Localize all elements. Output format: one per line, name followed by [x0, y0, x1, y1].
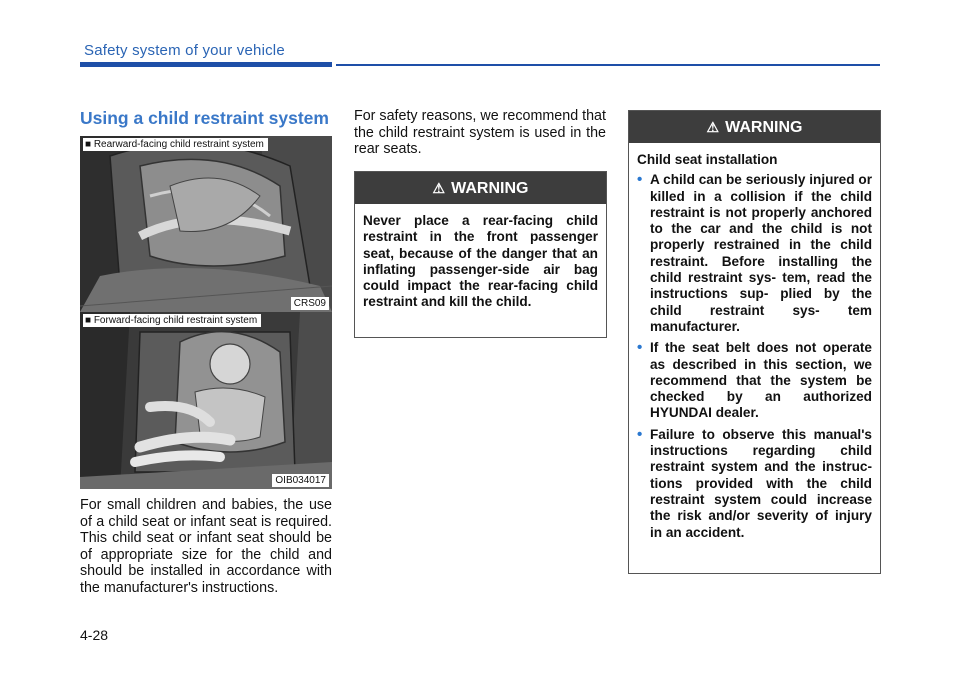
figure-rearward-facing-seat [80, 136, 332, 312]
warning-bullet-text: If the seat belt does not operate as described in this section, we recommend that the system be checked by an authorized HYUNDAI dealer. [650, 340, 872, 421]
warning-label: WARNING [451, 180, 529, 197]
warning-header [355, 172, 606, 204]
figure-caption: ■ Forward-facing child restraint system [83, 314, 261, 327]
warning-triangle-icon: ⚠ [706, 119, 720, 135]
warning-label: WARNING [725, 119, 803, 136]
figure-forward-facing-seat [80, 312, 332, 489]
section-heading: Using a child restraint system [80, 108, 329, 128]
warning-triangle-icon: ⚠ [432, 180, 446, 196]
forward-seat-illustration [80, 312, 332, 489]
warning-bullet [637, 427, 872, 541]
bullet-dot-icon: • [637, 425, 643, 443]
warning-bullet [637, 172, 872, 335]
section-header-title: Safety system of your vehicle [84, 42, 285, 59]
warning-bullet [637, 340, 872, 421]
middle-paragraph: For safety reasons, we recommend that the child restraint system is used in the rear seats. [354, 108, 606, 158]
figure-code: CRS09 [291, 297, 329, 310]
header-rule-thick [80, 62, 332, 67]
figure-code: OIB034017 [272, 474, 329, 487]
warning-box-child-seat-installation [628, 110, 881, 574]
header-rule-thin [336, 64, 880, 66]
warning-box-rear-facing [354, 171, 607, 338]
left-paragraph: For small children and babies, the use of a child seat or infant seat is required. This child seat or infant seat should be of appropriate size for the child and should be installed in accordance with the manufacturer's instructions. [80, 497, 332, 596]
bullet-dot-icon: • [637, 171, 643, 189]
warning-text: Never place a rear-facing child restraint in the front passenger seat, because of the danger that an inflating passenger-side air bag could impact the rear-facing child restraint and kill the child. [363, 213, 598, 310]
bullet-dot-icon: • [637, 339, 643, 357]
warning-header [629, 111, 880, 143]
figure-caption: ■ Rearward-facing child restraint system [83, 138, 268, 151]
warning-subheading: Child seat installation [637, 152, 778, 167]
warning-bullet-text: Failure to observe this manual's instructions regarding child restraint system and the instruc- tions provided with the child restraint system could increase the risk and/or severity of injury in an accident. [650, 426, 872, 540]
warning-bullet-text: A child can be seriously injured or killed in a collision if the child restraint is not properly anchored to the car and the child is not properly restrained in the child restraint. Before installing the child restraint sys- tem, read the instructions sup- plied by the child restraint sys- tem manufacturer. [650, 172, 872, 334]
page-number: 4-28 [80, 627, 109, 643]
rearward-seat-illustration [80, 136, 332, 312]
